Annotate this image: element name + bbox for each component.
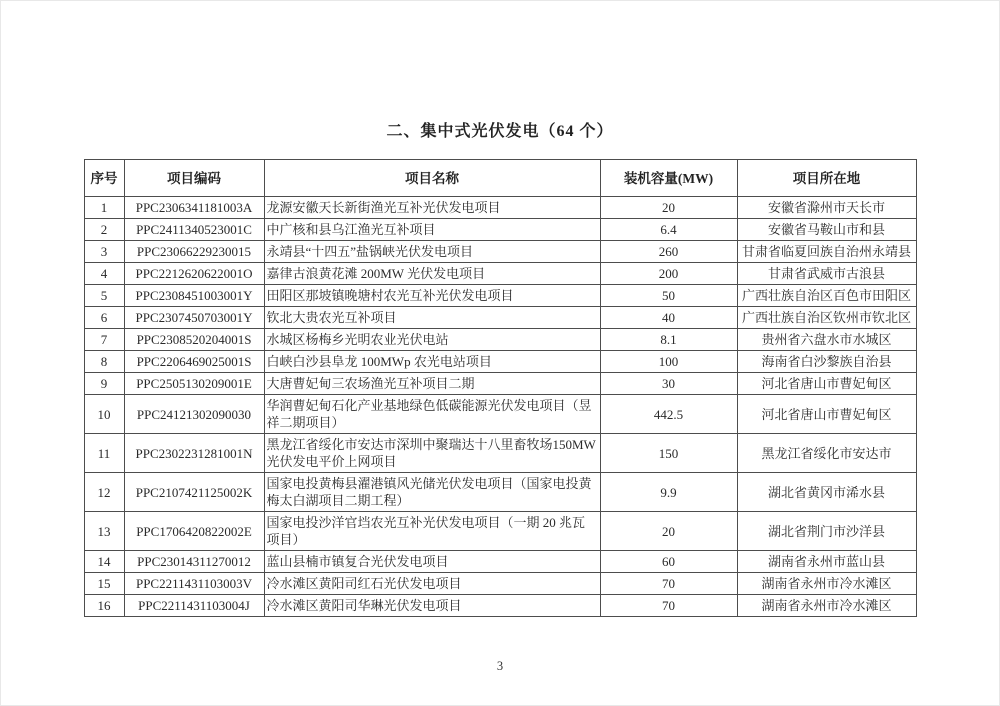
table-row xyxy=(84,285,916,307)
cell-capacity: 70 xyxy=(600,573,737,595)
header-project-name: 项目名称 xyxy=(264,160,600,197)
cell-capacity: 30 xyxy=(600,373,737,395)
cell-serial-number: 9 xyxy=(84,373,124,395)
cell-capacity: 200 xyxy=(600,263,737,285)
table-row xyxy=(84,434,916,473)
cell-project-code: PPC2212620622001O xyxy=(124,263,264,285)
cell-location: 湖北省黄冈市浠水县 xyxy=(737,473,916,512)
cell-serial-number: 10 xyxy=(84,395,124,434)
cell-serial-number: 13 xyxy=(84,512,124,551)
cell-location: 湖南省永州市蓝山县 xyxy=(737,551,916,573)
cell-serial-number: 4 xyxy=(84,263,124,285)
cell-project-name: 黑龙江省绥化市安达市深圳中聚瑞达十八里畜牧场150MW 光伏发电平价上网项目 xyxy=(264,434,600,473)
cell-project-name: 嘉律古浪黄花滩 200MW 光伏发电项目 xyxy=(264,263,600,285)
cell-project-code: PPC24121302090030 xyxy=(124,395,264,434)
cell-project-name: 钦北大贵农光互补项目 xyxy=(264,307,600,329)
cell-serial-number: 7 xyxy=(84,329,124,351)
cell-location: 湖南省永州市冷水滩区 xyxy=(737,595,916,617)
cell-location: 海南省白沙黎族自治县 xyxy=(737,351,916,373)
cell-project-code: PPC2411340523001C xyxy=(124,219,264,241)
table-row xyxy=(84,197,916,219)
cell-location: 广西壮族自治区钦州市钦北区 xyxy=(737,307,916,329)
table-row xyxy=(84,373,916,395)
cell-capacity: 8.1 xyxy=(600,329,737,351)
cell-serial-number: 12 xyxy=(84,473,124,512)
cell-location: 河北省唐山市曹妃甸区 xyxy=(737,395,916,434)
cell-project-name: 冷水滩区黄阳司红石光伏发电项目 xyxy=(264,573,600,595)
table-row xyxy=(84,351,916,373)
cell-capacity: 70 xyxy=(600,595,737,617)
table-row xyxy=(84,573,916,595)
cell-project-code: PPC2107421125002K xyxy=(124,473,264,512)
cell-capacity: 442.5 xyxy=(600,395,737,434)
cell-project-code: PPC2308451003001Y xyxy=(124,285,264,307)
cell-serial-number: 14 xyxy=(84,551,124,573)
table-header-row xyxy=(84,160,916,197)
cell-location: 黑龙江省绥化市安达市 xyxy=(737,434,916,473)
cell-serial-number: 1 xyxy=(84,197,124,219)
cell-project-code: PPC2211431103004J xyxy=(124,595,264,617)
cell-project-name: 国家电投黄梅县濯港镇风光储光伏发电项目（国家电投黄梅太白湖项目二期工程） xyxy=(264,473,600,512)
cell-location: 甘肃省临夏回族自治州永靖县 xyxy=(737,241,916,263)
cell-project-name: 龙源安徽天长新街渔光互补光伏发电项目 xyxy=(264,197,600,219)
cell-project-code: PPC23066229230015 xyxy=(124,241,264,263)
table-row xyxy=(84,263,916,285)
cell-project-code: PPC1706420822002E xyxy=(124,512,264,551)
cell-project-code: PPC2308520204001S xyxy=(124,329,264,351)
cell-location: 安徽省滁州市天长市 xyxy=(737,197,916,219)
cell-capacity: 60 xyxy=(600,551,737,573)
header-project-location: 项目所在地 xyxy=(737,160,916,197)
cell-location: 甘肃省武威市古浪县 xyxy=(737,263,916,285)
table-row xyxy=(84,219,916,241)
page-number: 3 xyxy=(496,659,504,673)
cell-project-code: PPC23014311270012 xyxy=(124,551,264,573)
cell-serial-number: 11 xyxy=(84,434,124,473)
table-row xyxy=(84,395,916,434)
cell-project-name: 蓝山县楠市镇复合光伏发电项目 xyxy=(264,551,600,573)
cell-project-name: 冷水滩区黄阳司华琳光伏发电项目 xyxy=(264,595,600,617)
cell-location: 安徽省马鞍山市和县 xyxy=(737,219,916,241)
cell-project-code: PPC2505130209001E xyxy=(124,373,264,395)
cell-capacity: 20 xyxy=(600,512,737,551)
cell-project-code: PPC2211431103003V xyxy=(124,573,264,595)
cell-project-name: 华润曹妃甸石化产业基地绿色低碳能源光伏发电项目（昱祥二期项目） xyxy=(264,395,600,434)
header-project-code: 项目编码 xyxy=(124,160,264,197)
cell-project-name: 大唐曹妃甸三农场渔光互补项目二期 xyxy=(264,373,600,395)
cell-capacity: 260 xyxy=(600,241,737,263)
cell-capacity: 20 xyxy=(600,197,737,219)
cell-project-code: PPC2306341181003A xyxy=(124,197,264,219)
cell-serial-number: 3 xyxy=(84,241,124,263)
cell-project-code: PPC2206469025001S xyxy=(124,351,264,373)
table-row xyxy=(84,307,916,329)
cell-project-name: 田阳区那坡镇晚塘村农光互补光伏发电项目 xyxy=(264,285,600,307)
cell-project-name: 水城区杨梅乡光明农业光伏电站 xyxy=(264,329,600,351)
cell-project-name: 白峡白沙县阜龙 100MWp 农光电站项目 xyxy=(264,351,600,373)
table-row xyxy=(84,595,916,617)
cell-capacity: 9.9 xyxy=(600,473,737,512)
cell-project-name: 中广核和县乌江渔光互补项目 xyxy=(264,219,600,241)
project-table-body xyxy=(84,197,916,617)
cell-capacity: 100 xyxy=(600,351,737,373)
table-row xyxy=(84,551,916,573)
cell-capacity: 40 xyxy=(600,307,737,329)
project-table xyxy=(84,159,917,617)
cell-location: 湖北省荆门市沙洋县 xyxy=(737,512,916,551)
header-serial-number: 序号 xyxy=(84,160,124,197)
cell-serial-number: 16 xyxy=(84,595,124,617)
cell-serial-number: 5 xyxy=(84,285,124,307)
cell-serial-number: 2 xyxy=(84,219,124,241)
cell-capacity: 150 xyxy=(600,434,737,473)
table-row xyxy=(84,241,916,263)
cell-location: 湖南省永州市冷水滩区 xyxy=(737,573,916,595)
cell-project-name: 永靖县“十四五”盐锅峡光伏发电项目 xyxy=(264,241,600,263)
cell-project-name: 国家电投沙洋官垱农光互补光伏发电项目（一期 20 兆瓦项目） xyxy=(264,512,600,551)
section-title: 二、集中式光伏发电（64 个） xyxy=(386,123,614,140)
cell-location: 贵州省六盘水市水城区 xyxy=(737,329,916,351)
cell-capacity: 50 xyxy=(600,285,737,307)
table-row xyxy=(84,512,916,551)
cell-serial-number: 8 xyxy=(84,351,124,373)
cell-location: 广西壮族自治区百色市田阳区 xyxy=(737,285,916,307)
cell-serial-number: 6 xyxy=(84,307,124,329)
cell-capacity: 6.4 xyxy=(600,219,737,241)
cell-project-code: PPC2307450703001Y xyxy=(124,307,264,329)
cell-location: 河北省唐山市曹妃甸区 xyxy=(737,373,916,395)
cell-project-code: PPC2302231281001N xyxy=(124,434,264,473)
table-row xyxy=(84,329,916,351)
table-row xyxy=(84,473,916,512)
header-installed-capacity: 装机容量(MW) xyxy=(600,160,737,197)
cell-serial-number: 15 xyxy=(84,573,124,595)
